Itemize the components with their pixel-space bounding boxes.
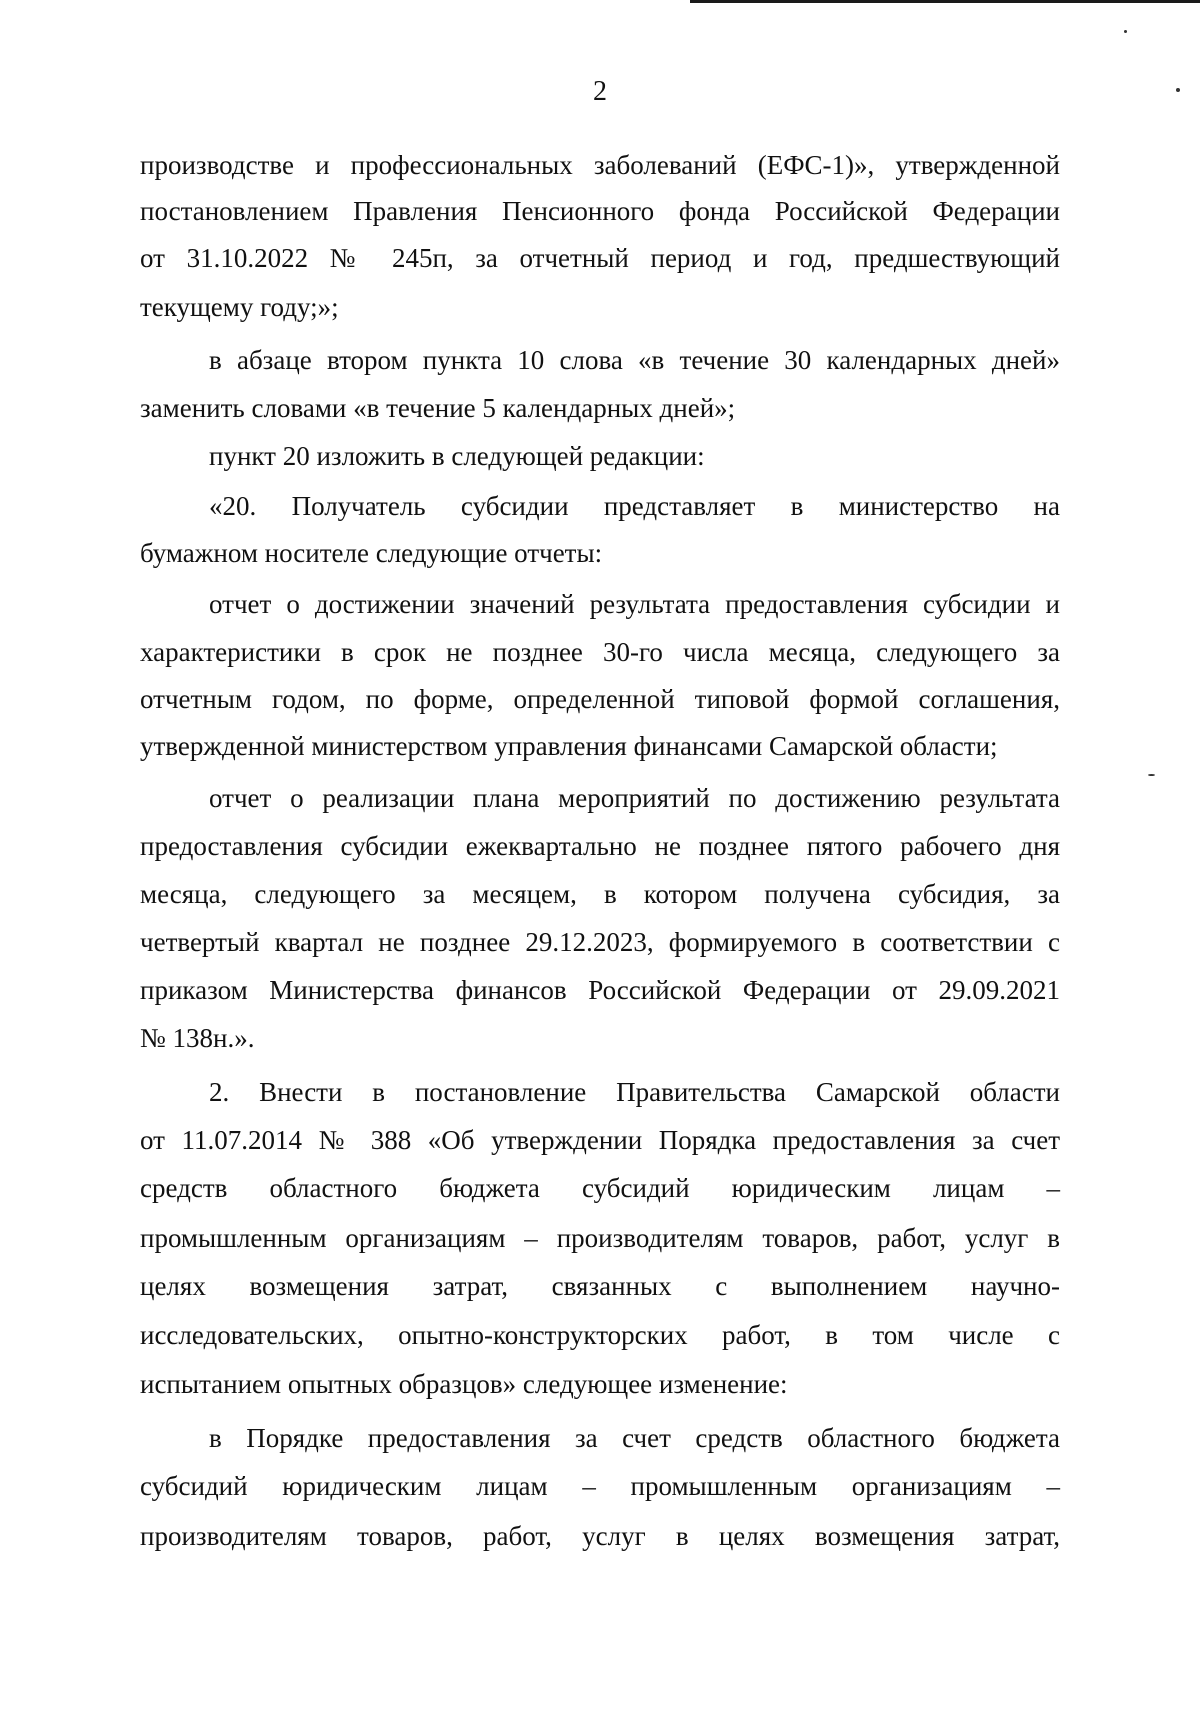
text-line: целях возмещения затрат, связанных с выполнением научно- bbox=[140, 1271, 1060, 1301]
text-line: текущему году;»; bbox=[140, 292, 339, 322]
page-number: 2 bbox=[593, 76, 607, 107]
text-line: характеристики в срок не позднее 30-го числа месяца, следующего за bbox=[140, 637, 1060, 667]
scan-speck bbox=[1124, 30, 1127, 33]
text-line: предоставления субсидии ежеквартально не позднее пятого рабочего дня bbox=[140, 831, 1060, 861]
scan-top-rule bbox=[690, 0, 1200, 3]
text-line: бумажном носителе следующие отчеты: bbox=[140, 538, 603, 568]
text-line: в Порядке предоставления за счет средств областного бюджета bbox=[209, 1423, 1060, 1453]
text-line: заменить словами «в течение 5 календарных дней»; bbox=[140, 393, 736, 423]
scan-speck bbox=[1148, 774, 1155, 776]
text-line: промышленным организациям – производителям товаров, работ, услуг в bbox=[140, 1223, 1060, 1253]
text-line: 2. Внести в постановление Правительства Самарской области bbox=[209, 1077, 1060, 1107]
text-line: субсидий юридическим лицам – промышленным организациям – bbox=[140, 1471, 1060, 1501]
text-line: № 138н.». bbox=[140, 1023, 255, 1053]
text-line: производстве и профессиональных заболеваний (ЕФС-1)», утвержденной bbox=[140, 150, 1060, 180]
text-line: отчет о достижении значений результата предоставления субсидии и bbox=[209, 589, 1060, 619]
text-line: пункт 20 изложить в следующей редакции: bbox=[209, 441, 705, 471]
text-line: в абзаце втором пункта 10 слова «в течение 30 календарных дней» bbox=[209, 345, 1060, 375]
text-line: испытанием опытных образцов» следующее изменение: bbox=[140, 1369, 788, 1399]
text-line: четвертый квартал не позднее 29.12.2023, формируемого в соответствии с bbox=[140, 927, 1060, 957]
text-line: «20. Получатель субсидии представляет в министерство на bbox=[209, 491, 1060, 521]
text-line: постановлением Правления Пенсионного фонда Российской Федерации bbox=[140, 196, 1060, 226]
text-line: отчет о реализации плана мероприятий по достижению результата bbox=[209, 783, 1060, 813]
text-line: отчетным годом, по форме, определенной типовой формой соглашения, bbox=[140, 684, 1060, 714]
text-line: исследовательских, опытно-конструкторских работ, в том числе с bbox=[140, 1320, 1060, 1350]
text-line: месяца, следующего за месяцем, в котором получена субсидия, за bbox=[140, 879, 1060, 909]
text-line: приказом Министерства финансов Российской Федерации от 29.09.2021 bbox=[140, 975, 1060, 1005]
text-line: утвержденной министерством управления финансами Самарской области; bbox=[140, 731, 998, 761]
text-line: от 31.10.2022 № 245п, за отчетный период и год, предшествующий bbox=[140, 243, 1060, 273]
text-line: средств областного бюджета субсидий юридическим лицам – bbox=[140, 1173, 1060, 1203]
text-line: от 11.07.2014 № 388 «Об утверждении Порядка предоставления за счет bbox=[140, 1125, 1060, 1155]
text-line: производителям товаров, работ, услуг в целях возмещения затрат, bbox=[140, 1521, 1060, 1551]
